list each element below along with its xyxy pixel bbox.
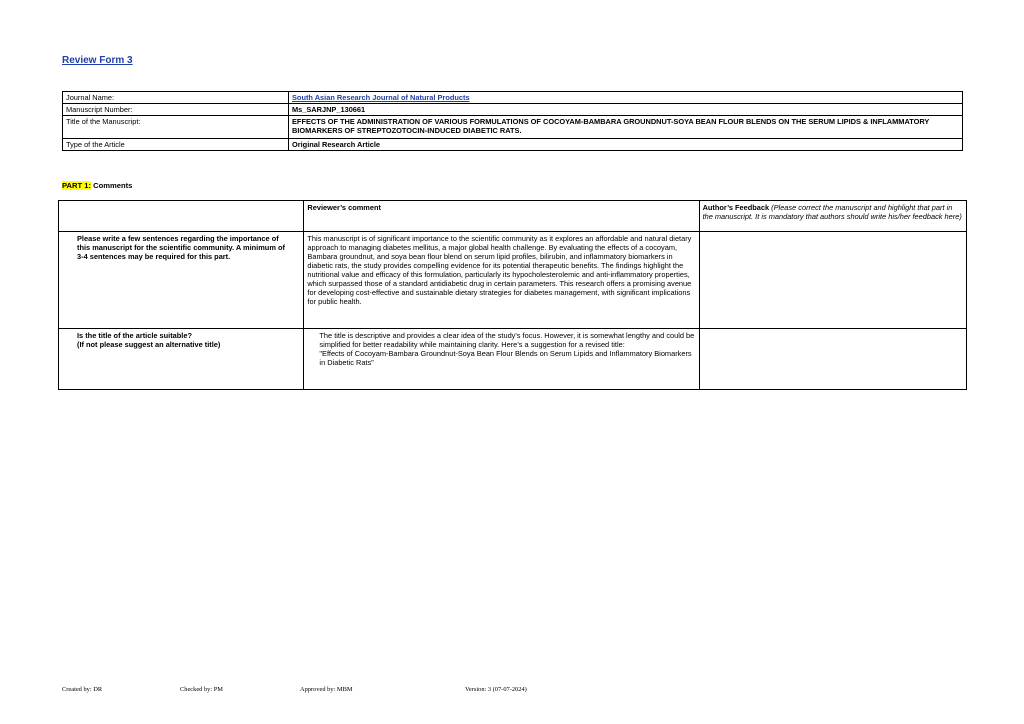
- author-feedback-title[interactable]: [699, 329, 966, 390]
- author-feedback-note: (Please correct the manuscript and highlight that part in the manuscript. It is mandatory that authors should write his/her feedback here): [702, 203, 962, 221]
- article-type-value: Original Research Article: [289, 139, 963, 151]
- comments-table: [58, 200, 967, 390]
- manuscript-title-row: [63, 116, 963, 139]
- journal-label: Journal Name:: [63, 92, 289, 104]
- reviewer-comment-importance: This manuscript is of significant importance to the scientific community as it explores an affordable and natural dietary approach to managing diabetes mellitus, a major global health challenge. By evaluating the effects of a cocoyam, Bambara groundnut, and soya bean flour blend on serum lipid profiles, bilirubin, and inflammatory biomarkers in diabetic rats, the study provides compelling evidence for its potential therapeutic benefits. The findings highlight the nutritional value and efficacy of this formulation, particularly its hypocholesterolemic and anti-inflammatory properties, which surpassed those of a standard antidiabetic drug in certain parameters. This research offers a promising avenue for developing cost-effective and sustainable dietary strategies for diabetes management, with significant implications for public health.: [304, 232, 699, 329]
- comment-row-title: [59, 329, 967, 390]
- question-title-suitable: Is the title of the article suitable? (If not please suggest an alternative title): [59, 329, 304, 390]
- reviewer-comment-title: The title is descriptive and provides a clear idea of the study's focus. However, it is somewhat lengthy and could be simplified for better readability while maintaining clarity. Here’s a suggestion for a revised title: "Effects of Cocoyam-Bambara Groundnut-Soya Bean Flour Blends on Serum Lipids and Inflammatory Biomarkers in Diabetic Rats": [304, 329, 699, 390]
- footer-approved: Approved by: MBM: [300, 686, 353, 693]
- author-feedback-label: Author’s Feedback: [702, 203, 770, 212]
- footer-version: Version: 3 (07-07-2024): [465, 686, 527, 693]
- comments-header-row: [59, 201, 967, 232]
- journal-value: [289, 92, 963, 104]
- header-reviewer-comment: Reviewer’s comment: [304, 201, 699, 232]
- footer-checked: Checked by: PM: [180, 686, 223, 693]
- form-title[interactable]: Review Form 3: [62, 55, 133, 66]
- manuscript-number-row: [63, 104, 963, 116]
- comment-row-importance: [59, 232, 967, 329]
- journal-row: [63, 92, 963, 104]
- manuscript-number-label: Manuscript Number:: [63, 104, 289, 116]
- manuscript-number-value: Ms_SARJNP_130661: [289, 104, 963, 116]
- part-label: PART 1:: [62, 181, 91, 190]
- author-feedback-importance[interactable]: [699, 232, 966, 329]
- article-type-row: [63, 139, 963, 151]
- journal-link[interactable]: South Asian Research Journal of Natural Products: [292, 93, 470, 102]
- part-title: Comments: [90, 181, 133, 190]
- footer-created: Created by: DR: [62, 686, 103, 693]
- part-heading: [62, 181, 132, 190]
- header-author-feedback: [699, 201, 966, 232]
- manuscript-title-value: EFFECTS OF THE ADMINISTRATION OF VARIOUS FORMULATIONS OF COCOYAM-BAMBARA GROUNDNUT-SOYA BEAN FLOUR BLENDS ON THE SERUM LIPIDS & INFLAMMATORY BIOMARKERS OF STREPTOZOTOCIN-INDUCED DIABETIC RATS.: [289, 116, 963, 139]
- article-type-label: Type of the Article: [63, 139, 289, 151]
- manuscript-title-label: Title of the Manuscript:: [63, 116, 289, 139]
- question-importance: Please write a few sentences regarding the importance of this manuscript for the scientific community. A minimum of 3-4 sentences may be required for this part.: [59, 232, 304, 329]
- header-empty-cell: [59, 201, 304, 232]
- manuscript-info-table: [62, 91, 963, 151]
